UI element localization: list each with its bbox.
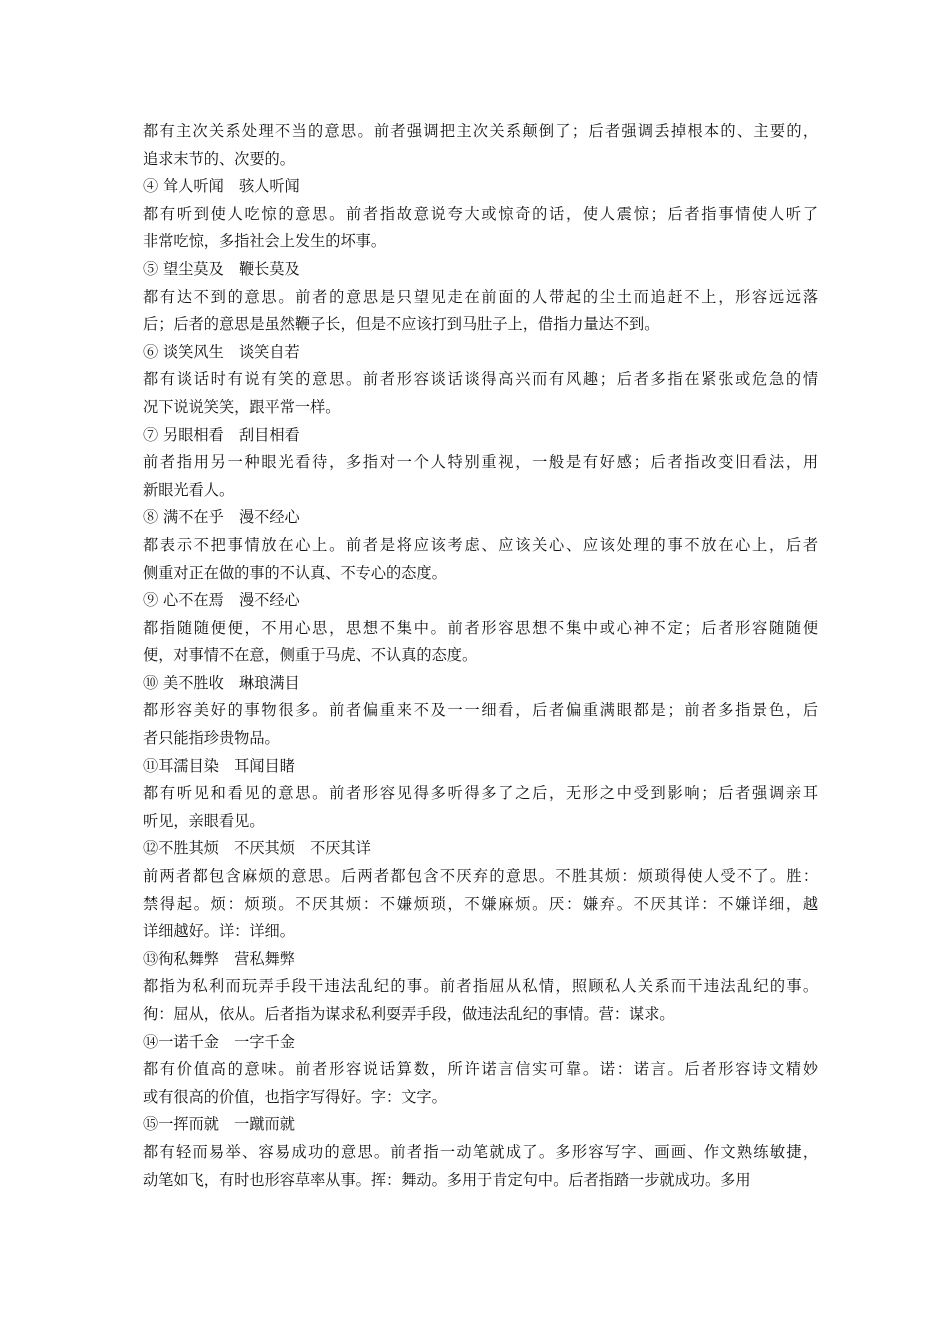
paragraph-line: 或有很高的价值，也指字写得好。字：文字。 xyxy=(143,1087,447,1106)
explanation-paragraph xyxy=(143,1056,818,1111)
explanation-paragraph xyxy=(143,863,818,946)
comparison-heading: ⑤ 望尘莫及 鞭长莫及 xyxy=(143,259,300,278)
paragraph-line: 追求末节的、次要的。 xyxy=(143,149,295,168)
paragraph-line: 便，对事情不在意，侧重于马虎、不认真的态度。 xyxy=(143,646,478,665)
paragraph-line: 都有价值高的意味。前者形容说话算数，所许诺言信实可靠。诺：诺言。后者形容诗文精妙 xyxy=(143,1060,818,1079)
comparison-heading: ⑮一挥而就 一蹴而就 xyxy=(143,1115,295,1134)
paragraph-line: 都有轻而易举、容易成功的意思。前者指一动笔就成了。多形容写字、画画、作文熟练敏捷， xyxy=(143,1142,818,1161)
comparison-heading: ⑦ 另眼相看 刮目相看 xyxy=(143,425,300,444)
paragraph-line: 都有听到使人吃惊的意思。前者指故意说夸大或惊奇的话，使人震惊；后者指事情使人听了 xyxy=(143,204,818,223)
document-body xyxy=(143,118,818,1194)
paragraph-line: 者只能指珍贵物品。 xyxy=(143,729,280,748)
paragraph-line: 都有谈话时有说有笑的意思。前者形容谈话谈得高兴而有风趣；后者多指在紧张或危急的情 xyxy=(143,370,818,389)
explanation-paragraph xyxy=(143,449,818,504)
comparison-heading: ⑨ 心不在焉 漫不经心 xyxy=(143,591,300,610)
explanation-paragraph xyxy=(143,973,818,1028)
comparison-heading: ⑭一诺千金 一字千金 xyxy=(143,1032,295,1051)
explanation-paragraph xyxy=(143,532,818,587)
comparison-heading: ⑬徇私舞弊 营私舞弊 xyxy=(143,949,295,968)
comparison-heading: ④ 耸人听闻 骇人听闻 xyxy=(143,177,300,196)
paragraph-line: 况下说说笑笑，跟平常一样。 xyxy=(143,397,341,416)
explanation-paragraph xyxy=(143,118,818,173)
explanation-paragraph xyxy=(143,697,818,752)
paragraph-line: 都有主次关系处理不当的意思。前者强调把主次关系颠倒了；后者强调丢掉根本的、主要的， xyxy=(143,122,818,140)
paragraph-line: 都形容美好的事物很多。前者偏重来不及一一细看，后者偏重满眼都是；前者多指景色，后 xyxy=(143,701,818,720)
paragraph-line: 都有达不到的意思。前者的意思是只望见走在前面的人带起的尘土而追赶不上，形容远远落 xyxy=(143,287,818,306)
comparison-heading: ⑧ 满不在乎 漫不经心 xyxy=(143,508,300,527)
paragraph-line: 都指随随便便，不用心思，思想不集中。前者形容思想不集中或心神不定；后者形容随随便 xyxy=(143,618,818,637)
paragraph-line: 后；后者的意思是虽然鞭子长，但是不应该打到马肚子上，借指力量达不到。 xyxy=(143,315,660,334)
paragraph-line: 都指为私利而玩弄手段干违法乱纪的事。前者指屈从私情，照顾私人关系而干违法乱纪的事。 xyxy=(143,977,818,996)
paragraph-line: 听见，亲眼看见。 xyxy=(143,811,265,830)
explanation-paragraph xyxy=(143,780,818,835)
explanation-paragraph xyxy=(143,366,818,421)
paragraph-line: 禁得起。烦：烦琐。不厌其烦：不嫌烦琐，不嫌麻烦。厌：嫌弃。不厌其详：不嫌详细，越 xyxy=(143,894,818,913)
comparison-heading: ⑥ 谈笑风生 谈笑自若 xyxy=(143,342,300,361)
paragraph-line: 新眼光看人。 xyxy=(143,480,235,499)
paragraph-line: 动笔如飞，有时也形容草率从事。挥：舞动。多用于肯定句中。后者指踏一步就成功。多用 xyxy=(143,1170,751,1189)
comparison-heading: ⑩ 美不胜收 琳琅满目 xyxy=(143,673,300,692)
comparison-heading: ⑫不胜其烦 不厌其烦 不厌其详 xyxy=(143,839,371,858)
paragraph-line: 前者指用另一种眼光看待，多指对一个人特别重视，一般是有好感；后者指改变旧看法，用 xyxy=(143,453,818,472)
paragraph-line: 侧重对正在做的事的不认真、不专心的态度。 xyxy=(143,563,447,582)
explanation-paragraph xyxy=(143,1139,818,1194)
paragraph-line: 都有听见和看见的意思。前者形容见得多听得多了之后，无形之中受到影响；后者强调亲耳 xyxy=(143,784,818,803)
explanation-paragraph xyxy=(143,615,818,670)
paragraph-line: 非常吃惊，多指社会上发生的坏事。 xyxy=(143,232,386,251)
paragraph-line: 都表示不把事情放在心上。前者是将应该考虑、应该关心、应该处理的事不放在心上，后者 xyxy=(143,535,818,554)
paragraph-line: 详细越好。详：详细。 xyxy=(143,922,295,941)
comparison-heading: ⑪耳濡目染 耳闻目睹 xyxy=(143,756,295,775)
paragraph-line: 徇：屈从，依从。后者指为谋求私利耍弄手段，做违法乱纪的事情。营：谋求。 xyxy=(143,1005,675,1023)
explanation-paragraph xyxy=(143,284,818,339)
explanation-paragraph xyxy=(143,201,818,256)
paragraph-line: 前两者都包含麻烦的意思。后两者都包含不厌弃的意思。不胜其烦：烦琐得使人受不了。胜： xyxy=(143,867,818,886)
